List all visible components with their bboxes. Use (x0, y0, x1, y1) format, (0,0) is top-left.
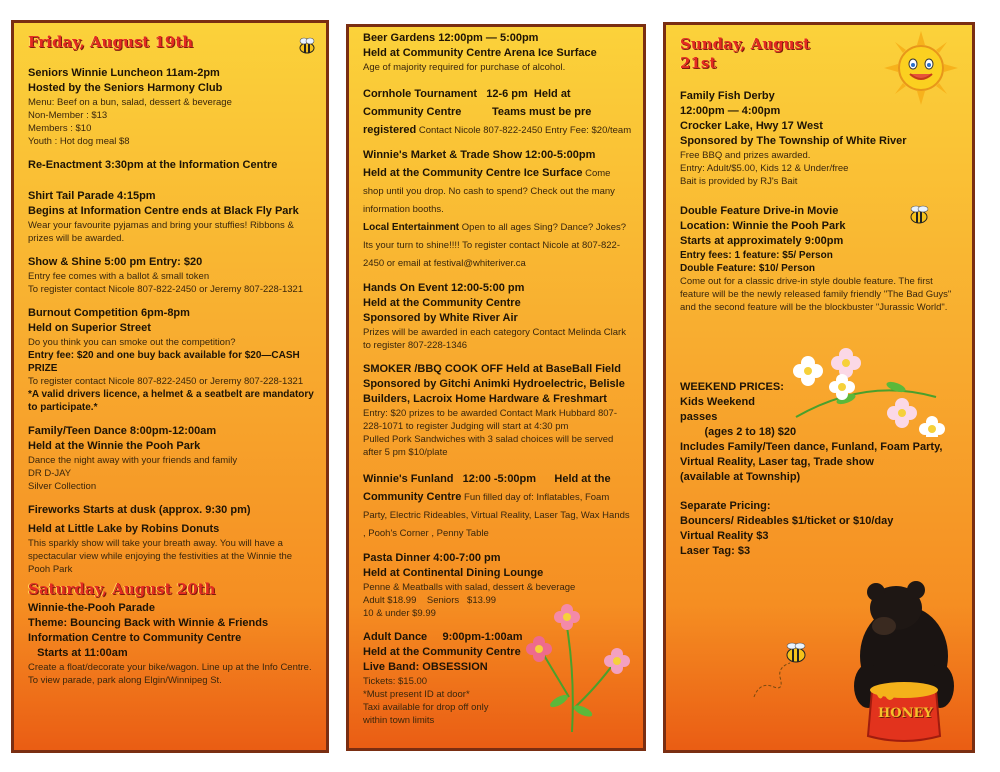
honey-pot-label: HONEY (878, 706, 933, 721)
event-description: Free BBQ and prizes awarded. (680, 150, 811, 161)
event-title: Winnie-the-Pooh Parade (28, 602, 156, 614)
event-description: Come shop until you drop. No cash to spend? Check out the many information booths. (363, 168, 615, 215)
event-menu: Penne & Meatballs with salad, dessert & beverage (363, 582, 576, 593)
saturday-heading: Saturday, August 20th (28, 580, 216, 598)
event-description: Come out for a classic drive-in style double feature. The first feature will be the newly released family friendly "The Bad Guys" and the second feature will be the blockbuster "Jurassic World". (680, 276, 952, 313)
flowers-illustration (517, 597, 637, 742)
event-food: Pulled Pork Sandwiches with 3 salad choices will be served after 5 pm $10/plate (363, 434, 614, 458)
event-location: Begins at Information Centre ends at Black Fly Park (28, 205, 299, 217)
event-dj: DR D-JAY (28, 468, 72, 479)
separate-pricing-heading: Separate Pricing: (680, 500, 771, 512)
event-title: Hands On Event 12:00-5:00 pm (363, 282, 525, 294)
event-description: Prizes will be awarded in each category Contact Melinda Clark to register 807-228-1346 (363, 327, 626, 351)
winnie-parade-event (28, 601, 316, 687)
friday-saturday-panel (11, 20, 329, 753)
laser-tag-price: Laser Tag: $3 (680, 545, 751, 557)
event-bait: Bait is provided by RJ's Bait (680, 176, 798, 187)
event-title: Beer Gardens 12:00pm — 5:00pm (363, 32, 539, 44)
event-description: This sparkly show will take your breath away. You will have a spectacular view while enjoying the festivities at the Winnie the Pooh Park (28, 538, 293, 575)
event-location: Location: Winnie the Pooh Park (680, 220, 846, 232)
event-location: Held at Community Centre Arena Ice Surface (363, 47, 597, 59)
event-location: Held at the Winnie the Pooh Park (28, 440, 201, 452)
bear-with-honey-pot-illustration (844, 576, 964, 746)
winnies-funland-event (363, 469, 633, 541)
family-teen-dance-event (28, 424, 316, 493)
hands-on-event (363, 281, 633, 352)
virtual-reality-price: Virtual Reality $3 (680, 530, 769, 542)
event-taxi-note-2: within town limits (363, 715, 435, 726)
event-time: Starts at approximately 9:00pm (680, 235, 844, 247)
event-title: Fireworks Starts at dusk (approx. 9:30 pm) (28, 504, 251, 516)
local-entertainment-description: Open to all ages Sing? Dance? Jokes? Its your turn to shine!!!! To register contact Nicole at 807-822-2450 or email at festival@whiteriver.ca (363, 222, 627, 269)
event-requirements: *A valid drivers licence, a helmet & a seatbelt are mandatory to participate.* (28, 389, 314, 413)
event-prices: Adult $18.99 Seniors $13.99 (363, 595, 497, 606)
event-sponsor: Sponsored by White River Air (363, 312, 518, 324)
fireworks-event (28, 503, 316, 576)
bee-icon (906, 205, 932, 230)
event-location: Held at Little Lake by Robins Donuts (28, 523, 220, 535)
event-title: Double Feature Drive-in Movie (680, 205, 839, 217)
shirt-tail-parade-event (28, 189, 316, 245)
double-feature-fee: Double Feature: $10/ Person (680, 263, 816, 274)
event-sponsors: Sponsored by Gitchi Animki Hydroelectric, Belisle Builders, Lacroix Home Hardware & Freshmart (363, 378, 625, 405)
event-title: Show & Shine 5:00 pm Entry: $20 (28, 256, 203, 268)
event-child-price: 10 & under $9.99 (363, 608, 436, 619)
event-title: Pasta Dinner 4:00-7:00 pm (363, 552, 501, 564)
event-sponsor: Sponsored by The Township of White River (680, 135, 907, 147)
local-entertainment-label: Local Entertainment (363, 222, 460, 233)
event-title: Shirt Tail Parade 4:15pm (28, 190, 156, 202)
event-location: Held at Continental Dining Lounge (363, 567, 544, 579)
sun-icon (884, 31, 958, 105)
event-route: Information Centre to Community Centre (28, 632, 242, 644)
event-description: Entry: $20 prizes to be awarded Contact Mark Hubbard 807-228-1071 to register Judging will start at 4:30 pm (363, 408, 617, 432)
event-title: Family Fish Derby (680, 90, 775, 102)
saturday-events-panel (346, 24, 646, 751)
event-title: Winnie's Market & Trade Show 12:00-5:00pm (363, 149, 596, 161)
event-band: Live Band: OBSESSION (363, 661, 488, 673)
separate-pricing-section (680, 499, 962, 559)
event-time: 12:00pm — 4:00pm (680, 105, 781, 117)
event-menu: Menu: Beef on a bun, salad, dessert & beverage (28, 97, 232, 108)
event-description: Do you think you can smoke out the competition? (28, 337, 236, 348)
passes-label: passes (680, 411, 718, 423)
bbq-cook-off-event (363, 362, 633, 459)
event-title: Burnout Competition 6pm-8pm (28, 307, 190, 319)
event-title: Winnie's Funland 12:00 -5:00pm Held at the Community Centre (363, 473, 614, 503)
event-tickets: Tickets: $15.00 (363, 676, 428, 687)
event-title: Seniors Winnie Luncheon 11am-2pm (28, 67, 220, 79)
beer-gardens-event (363, 31, 633, 74)
event-host: Hosted by the Seniors Harmony Club (28, 82, 223, 94)
single-feature-fee: Entry fees: 1 feature: $5/ Person (680, 250, 833, 261)
market-trade-show-event (363, 148, 633, 271)
show-and-shine-event (28, 255, 316, 296)
price-non-member: Non-Member : $13 (28, 110, 108, 121)
cornhole-tournament-event (363, 84, 633, 138)
event-title: Re-Enactment 3:30pm at the Information Centre (28, 159, 278, 171)
event-location: Held at the Community Centre Ice Surface (363, 167, 583, 179)
event-location: Crocker Lake, Hwy 17 West (680, 120, 823, 132)
bouncers-price: Bouncers/ Rideables $1/ticket or $10/day (680, 515, 894, 527)
bee-icon (750, 641, 810, 706)
event-description: Entry fee comes with a ballot & small token (28, 271, 210, 282)
event-description: Age of majority required for purchase of alcohol. (363, 62, 566, 73)
event-description: Fun filled day of: Inflatables, Foam Party, Electric Rideables, Virtual Reality, Laser Tag, Wax Hands , Pooh's Corner , Penny Table (363, 492, 630, 539)
event-entry-fee: Entry fee: $20 and one buy back available for $20—CASH PRIZE (28, 350, 300, 374)
event-band: Silver Collection (28, 481, 97, 492)
event-time: Starts at 11:00am (28, 647, 128, 659)
kids-weekend-label: Kids Weekend (680, 396, 755, 408)
event-theme: Theme: Bouncing Back with Winnie & Friends (28, 617, 269, 629)
event-description: Dance the night away with your friends and family (28, 455, 238, 466)
event-location: Held at the Community Centre (363, 297, 521, 309)
event-title: Cornhole Tournament 12-6 pm Held at Community Centre Teams must be pre registered (363, 88, 595, 136)
pass-includes: Includes Family/Teen dance, Funland, Foam Party, Virtual Reality, Laser tag, Trade show (680, 441, 943, 468)
event-title: Family/Teen Dance 8:00pm-12:00am (28, 425, 217, 437)
event-title: Adult Dance 9:00pm-1:00am (363, 631, 523, 643)
friday-heading: Friday, August 19th (28, 33, 194, 51)
daisies-illustration (786, 337, 946, 442)
pass-availability: (available at Township) (680, 471, 801, 483)
price-youth: Youth : Hot dog meal $8 (28, 136, 130, 147)
event-id-note: *Must present ID at door* (363, 689, 470, 700)
price-member: Members : $10 (28, 123, 92, 134)
seniors-luncheon-event (28, 66, 316, 148)
event-location: Held at the Community Centre (363, 646, 521, 658)
sunday-panel (663, 22, 975, 753)
re-enactment-event (28, 158, 316, 173)
event-contact: To register contact Nicole 807-822-2450 or Jeremy 807-228-1321 (28, 376, 304, 387)
burnout-competition-event (28, 306, 316, 414)
event-location: Held on Superior Street (28, 322, 151, 334)
event-description: Create a float/decorate your bike/wagon. Line up at the Info Centre. To view parade, park along Elgin/Winnipeg St. (28, 662, 312, 686)
event-contact: Contact Nicole 807-822-2450 Entry Fee: $20/team (416, 125, 632, 136)
event-entry: Entry: Adult/$5.00, Kids 12 & Under/free (680, 163, 849, 174)
weekend-prices-heading: WEEKEND PRICES: (680, 381, 784, 393)
bee-icon (296, 37, 318, 60)
kids-pass-price: (ages 2 to 18) $20 (680, 426, 797, 438)
event-taxi-note: Taxi available for drop off only (363, 702, 489, 713)
event-contact: To register contact Nicole 807-822-2450 or Jeremy 807-228-1321 (28, 284, 304, 295)
sunday-heading: Sunday, August 21st (680, 35, 810, 72)
event-description: Wear your favourite pyjamas and bring your stuffies! Ribbons & prizes will be awarded. (28, 220, 294, 244)
event-title: SMOKER /BBQ COOK OFF Held at BaseBall Field (363, 363, 621, 375)
